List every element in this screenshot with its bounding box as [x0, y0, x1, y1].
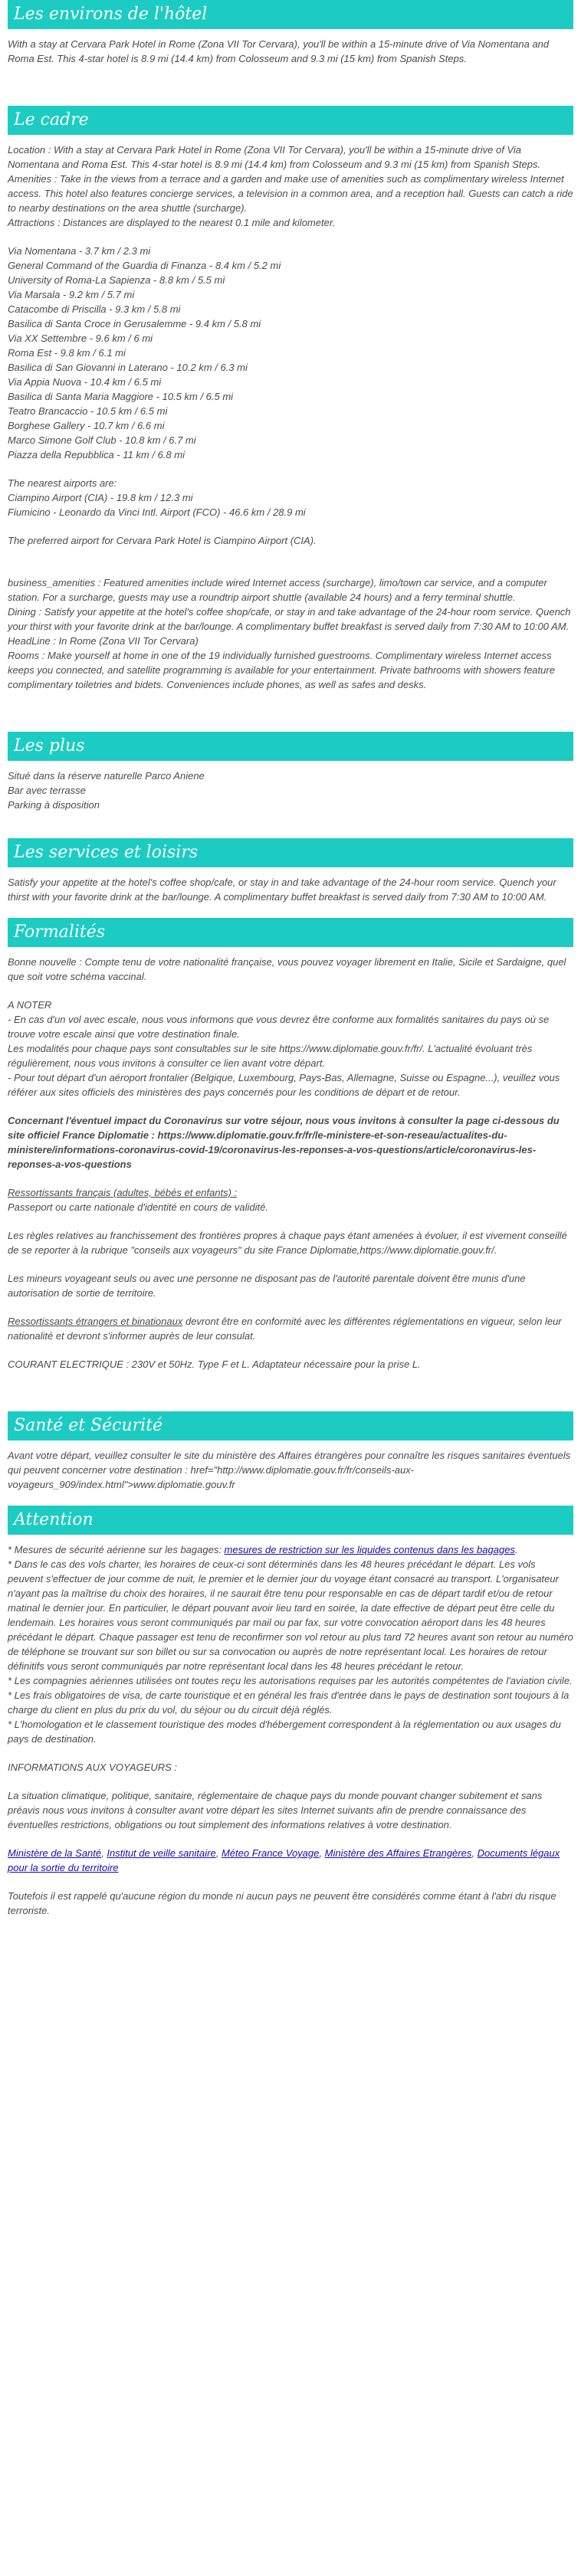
mesures-suffix: . [514, 1544, 518, 1555]
cadre-attractions: Attractions : Distances are displayed to the nearest 0.1 mile and kilometer. [8, 217, 336, 228]
courant-electrique: COURANT ELECTRIQUE : 230V et 50Hz. Type F et L. Adaptateur nécessaire pour la prise L. [8, 1358, 421, 1370]
etrangers-title: Ressortissants étrangers et binationaux [8, 1316, 183, 1327]
airports-title: The nearest airports are: [8, 477, 117, 489]
link-documents-legaux[interactable]: Documents légaux pour la sortie du territoire [8, 1847, 560, 1873]
regles-frontieres: Les règles relatives au franchissement des frontières propres à chaque pays étant amenées à évoluer, il est vivement conseillé de se reporter à la rubrique "conseils aux voyageurs" du site France Diplomatie,https://www.diplomatie.gouv.fr/. [8, 1230, 567, 1256]
etrangers-paragraph [8, 1314, 573, 1343]
link-affaires-etrangeres[interactable]: Ministère des Affaires Etrangères [324, 1847, 472, 1859]
info-voyageurs-text: La situation climatique, politique, sanitaire, réglementaire de chaque pays du monde pouvant changer subitement et sans préavis nous vous invitons à consulter avant votre départ les sites Internet suivants afin de prendre connaissance des éventuelles restrictions, obligations ou tout simplement des informations relatives à votre destination. [8, 1790, 543, 1830]
a-noter-title: A NOTER [8, 999, 52, 1011]
environs-text: With a stay at Cervara Park Hotel in Rome (Zona VII Tor Cervara), you'll be within a 15-minute drive of Via Nomentana and Roma Est. This 4-star hotel is 8.9 mi (14.4 km) from Colosseum and 9.3 mi (15 km) from Spanish Steps. [8, 38, 550, 64]
section-attention [8, 1506, 573, 1918]
link-ministere-sante[interactable]: Ministère de la Santé [8, 1847, 102, 1859]
list-item: Via Marsala - 9.2 km / 5.7 mi [8, 289, 135, 300]
distance-list [8, 244, 573, 462]
cadre-dining: Dining : Satisfy your appetite at the hotel's coffee shop/cafe, or stay in and take advantage of the 24-hour room service. Quench your thirst with your favorite drink at the bar/lounge. A complimentary buffet breakfast is served daily from 7:30 AM to 10:00 AM. [8, 606, 571, 632]
list-item: Fiumicino - Leonardo da Vinci Intl. Airport (FCO) - 46.6 km / 28.9 mi [8, 506, 306, 518]
list-item: Basilica di San Giovanni in Laterano - 10.2 km / 6.3 mi [8, 362, 248, 373]
a-noter-frontalier: - Pour tout départ d'un aéroport frontalier (Belgique, Luxembourg, Pays-Bas, Allemagne, Suisse ou Espagne...), veuillez vous référer aux sites officiels des ministères des pays concernés pour les conditions de départ et de retour. [8, 1072, 560, 1098]
section-heading-attention: Attention [8, 1506, 573, 1535]
section-heading-formalites: Formalités [8, 918, 573, 947]
compagnies-aeriennes: * Les compagnies aériennes utilisées ont toutes reçu les autorisations requises par les autorités compétentes de l'aviation civile. [8, 1675, 573, 1686]
section-cadre [8, 106, 573, 692]
mesures-prefix: * Mesures de sécurité aérienne sur les bagages: [8, 1544, 225, 1555]
cadre-business: business_amenities : Featured amenities include wired Internet access (surcharge), limo/town car service, and a computer station. For a surcharge, guests may use a roundtrip airport shuttle (available 24 hours) and a ferry terminal shuttle. [8, 577, 547, 603]
link-veille-sanitaire[interactable]: Institut de veille sanitaire [107, 1847, 216, 1859]
bonne-nouvelle: Bonne nouvelle : Compte tenu de votre nationalité française, vous pouvez voyager librement en Italie, Sicile et Sardaigne, quel que soit votre schéma vaccinal. [8, 956, 566, 982]
covid-notice: Concernant l'éventuel impact du Coronavirus sur votre séjour, nous vous invitons à consulter la page ci-dessous du site officiel France Diplomatie : https://www.diplomatie.gouv.fr/fr/le-ministere-et-son-reseau/actualites-du-ministere/informations-coronavirus-covid-19/coronavirus-les-reponses-a-vos-questions/article/coronavirus-les-reponses-a-vos-questions [8, 1115, 560, 1170]
section-services [8, 838, 573, 904]
list-item: Via Appia Nuova - 10.4 km / 6.5 mi [8, 376, 162, 388]
mesures-securite [8, 1542, 573, 1557]
airport-list [8, 476, 573, 519]
ressortissants-francais-text: Passeport ou carte nationale d'identité en cours de validité. [8, 1201, 268, 1213]
list-item: Situé dans la réserve naturelle Parco Aniene [8, 770, 205, 782]
link-separator: , [215, 1847, 222, 1859]
list-item: Bar avec terrasse [8, 785, 86, 796]
list-item: Parking à disposition [8, 799, 100, 811]
list-item: Ciampino Airport (CIA) - 19.8 km / 12.3 mi [8, 492, 193, 503]
list-item: Borghese Gallery - 10.7 km / 6.6 mi [8, 420, 165, 431]
link-separator: , [471, 1847, 478, 1859]
section-plus [8, 732, 573, 812]
sante-text: Avant votre départ, veuillez consulter le site du ministère des Affaires étrangères pour connaître les risques sanitaires éventuels qui peuvent concerner votre destination : href="http://www.diplomatie.gouv.fr/fr/conseils-aux-voyageurs_909/index.html">www.diplomatie.gouv.fr [8, 1450, 571, 1490]
list-item: University of Roma-La Sapienza - 8.8 km / 5.5 mi [8, 274, 225, 286]
mesures-restriction-link[interactable]: mesures de restriction sur les liquides contenus dans les bagages [224, 1544, 515, 1555]
list-item: Via Nomentana - 3.7 km / 2.3 mi [8, 245, 151, 257]
list-item: Via XX Settembre - 9.6 km / 6 mi [8, 333, 153, 344]
a-noter-escale: - En cas d'un vol avec escale, nous vous informons que vous devrez être conforme aux formalités sanitaires du pays où se trouve votre escale ainsi que votre destination finale. [8, 1014, 550, 1040]
ressortissants-francais-title: Ressortissants français (adultes, bébés et enfants) : [8, 1187, 238, 1198]
list-item: Piazza della Repubblica - 11 km / 6.8 mi [8, 449, 185, 460]
a-noter-modalites: Les modalités pour chaque pays sont consultables sur le site https://www.diplomatie.gouv.fr/fr/. L'actualité évoluant très régulièrement, nous vous invitons à consulter ce lien avant votre départ. [8, 1043, 533, 1069]
mineurs-text: Les mineurs voyageant seuls ou avec une personne ne disposant pas de l'autorité parentale doivent être munis d'une autorisation de sortie de territoire. [8, 1273, 526, 1299]
section-heading-cadre: Le cadre [8, 106, 573, 135]
info-voyageurs-title: INFORMATIONS AUX VOYAGEURS : [8, 1762, 178, 1773]
section-sante [8, 1411, 573, 1492]
list-item: Marco Simone Golf Club - 10.8 km / 6.7 mi [8, 434, 196, 446]
info-links [8, 1846, 573, 1875]
cadre-rooms: Rooms : Make yourself at home in one of the 19 individually furnished guestrooms. Complimentary wireless Internet access keeps you connected, and satellite programming is available for your entertainment. Private bathrooms with showers feature complimentary toiletries and bidets. Conveniences include phones, as well as safes and desks. [8, 650, 555, 690]
cadre-location: Location : With a stay at Cervara Park Hotel in Rome (Zona VII Tor Cervara), you'll be within a 15-minute drive of Via Nomentana and Roma Est. This 4-star hotel is 8.9 mi (14.4 km) from Colosseum and 9.3 mi (15 km) from Spanish Steps. [8, 144, 541, 170]
cadre-headline: HeadLine : In Rome (Zona VII Tor Cervara) [8, 635, 199, 647]
section-environs [8, 0, 573, 66]
services-text: Satisfy your appetite at the hotel's coffee shop/cafe, or stay in and take advantage of the 24-hour room service. Quench your thirst with your favorite drink at the bar/lounge. A complimentary buffet breakfast is served daily from 7:30 AM to 10:00 AM. [8, 877, 556, 903]
link-meteo-france[interactable]: Méteo France Voyage [221, 1847, 320, 1859]
list-item: Catacombe di Priscilla - 9.3 km / 5.8 mi [8, 303, 181, 315]
link-separator: , [319, 1847, 325, 1859]
cadre-amenities: Amenities : Take in the views from a terrace and a garden and make use of amenities such as complimentary wireless Internet access. This hotel also features concierge services, a television in a common area, and a reception hall. Guests can catch a ride to nearby destinations on the area shuttle (surcharge). [8, 173, 573, 214]
list-item: Basilica di Santa Croce in Gerusalemme - 9.4 km / 5.8 mi [8, 318, 261, 329]
list-item: Basilica di Santa Maria Maggiore - 10.5 km / 6.5 mi [8, 391, 234, 402]
preferred-airport: The preferred airport for Cervara Park Hotel is Ciampino Airport (CIA). [8, 535, 317, 546]
link-separator: , [101, 1847, 107, 1859]
etrangers-text: devront être en conformité avec les différentes réglementations en vigueur, selon leur nationalité et devront s'informer auprès de leur consulat. [8, 1316, 562, 1342]
vols-charter: * Dans le cas des vols charter, les horaires de ceux-ci sont déterminés dans les 48 heures précédant le départ. Les vols peuvent s'effectuer de jour comme de nuit, le premier et le dernier jour du voyage étant consacré au transport. L'organisateur n'ayant pas la maîtrise du choix des horaires, il ne saurait être tenu pour responsable en cas de départ tardif et/ou de retour matinal le dernier jour. En particulier, le départ pouvant avoir lieu tard en soirée, la date effective de départ peut être celle du lendemain. Les horaires vous seront communiqués par mail ou par fax, sur votre convocation aéroport dans les 48 heures précédant le départ. Chaque passager est tenu de reconfirmer son vol retour au plus tard 72 heures avant son retour au numéro de téléphone se trouvant sur son billet ou sur sa convocation ou auprès de notre représentant local. Les horaires de retour définitifs vous seront communiqués par notre représentant local dans les 48 heures précédant le retour. [8, 1558, 573, 1672]
list-item: Roma Est - 9.8 km / 6.1 mi [8, 347, 126, 359]
section-heading-services: Les services et loisirs [8, 838, 573, 867]
risque-terroriste: Toutefois il est rappelé qu'aucune région du monde ni aucun pays ne peuvent être considérés comme étant à l'abri du risque terroriste. [8, 1890, 556, 1916]
list-item: General Command of the Guardia di Finanza - 8.4 km / 5.2 mi [8, 260, 281, 271]
list-item: Teatro Brancaccio - 10.5 km / 6.5 mi [8, 405, 168, 417]
section-heading-environs: Les environs de l'hôtel [8, 0, 573, 29]
section-formalites [8, 918, 573, 1372]
homologation: * L'homologation et le classement touristique des modes d'hébergement correspondent à la réglementation ou aux usages du pays de destination. [8, 1719, 561, 1745]
section-heading-sante: Santé et Sécurité [8, 1411, 573, 1440]
section-heading-plus: Les plus [8, 732, 573, 761]
frais-obligatoires: * Les frais obligatoires de visa, de carte touristique et en général les frais d'entrée dans le pays de destination sont toujours à la charge du client en plus du prix du vol, du séjour ou du circuit déjà réglés. [8, 1689, 570, 1716]
